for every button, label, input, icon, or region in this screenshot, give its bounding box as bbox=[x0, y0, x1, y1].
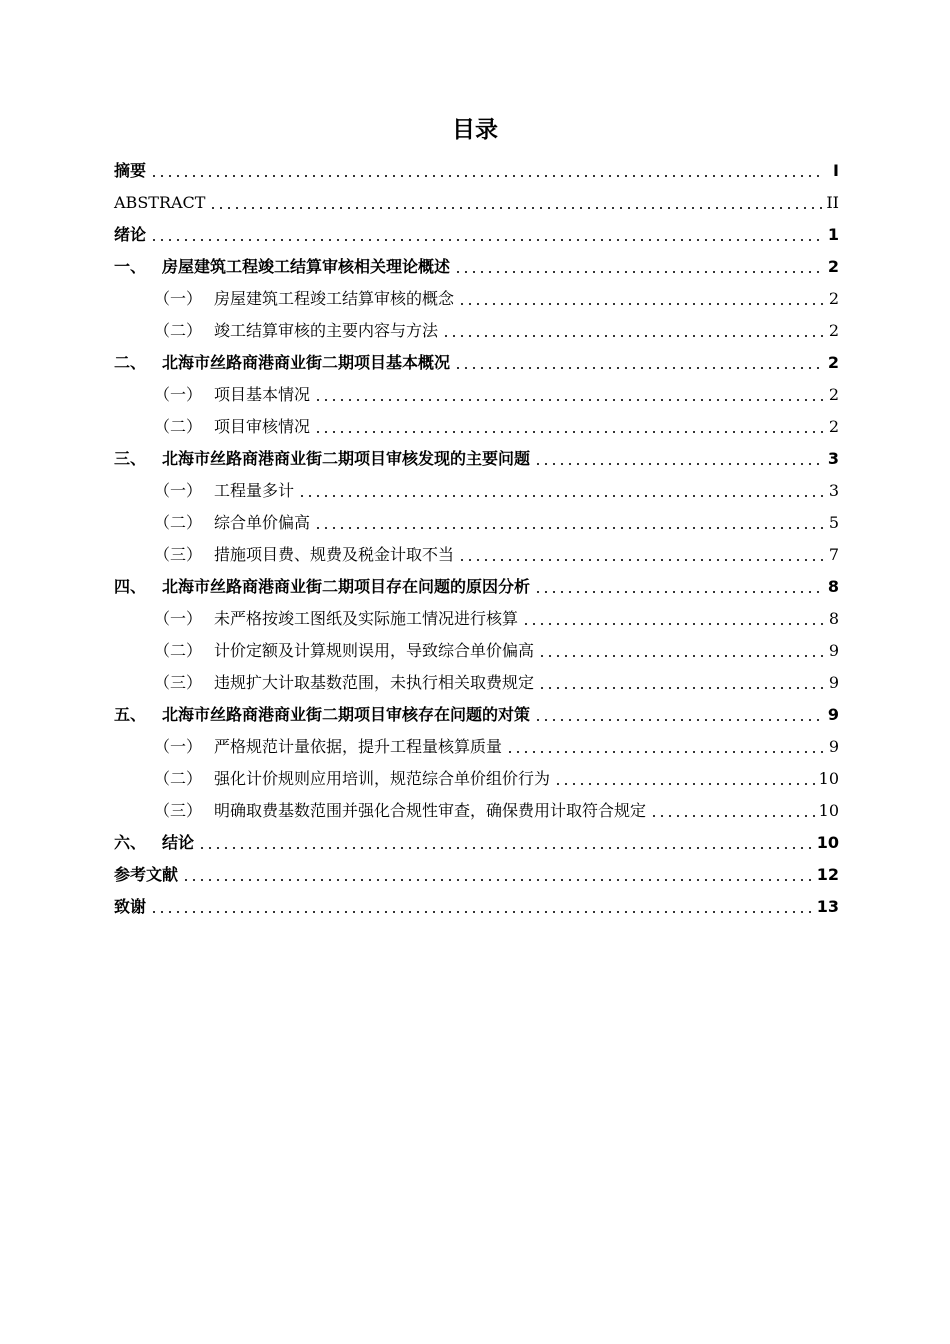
dot-leader bbox=[506, 751, 823, 753]
toc-entry-section-4-3[interactable] bbox=[114, 662, 839, 694]
toc-entry-page: 12 bbox=[816, 865, 839, 884]
toc-entry-label: 参考文献 bbox=[114, 865, 179, 884]
toc-entry-page: 13 bbox=[816, 897, 839, 916]
toc-entry-page: 2 bbox=[827, 353, 839, 372]
dot-leader bbox=[454, 367, 823, 369]
toc-entry-acknowledgements[interactable] bbox=[114, 886, 839, 918]
toc-entry-number: （二） bbox=[154, 641, 203, 660]
toc-entry-number: 五、 bbox=[114, 705, 147, 724]
toc-entry-page: 8 bbox=[827, 577, 839, 596]
dot-leader bbox=[454, 271, 823, 273]
toc-entry-section-2-2[interactable] bbox=[114, 406, 839, 438]
toc-entry-label: 北海市丝路商港商业街二期项目审核发现的主要问题 bbox=[162, 449, 531, 468]
toc-entry-section-4-2[interactable] bbox=[114, 630, 839, 662]
dot-leader bbox=[182, 879, 813, 881]
dot-leader bbox=[314, 431, 823, 433]
toc-entry-page: 2 bbox=[828, 289, 839, 308]
toc-entry-label: 严格规范计量依据，提升工程量核算质量 bbox=[214, 737, 503, 756]
toc-entry-section-4-1[interactable] bbox=[114, 598, 839, 630]
toc-entry-number: 六、 bbox=[114, 833, 147, 852]
toc-entry-page: 8 bbox=[828, 609, 839, 628]
toc-entry-page: 5 bbox=[828, 513, 839, 532]
toc-entry-page: II bbox=[826, 193, 839, 212]
toc-entry-label: 明确取费基数范围并强化合规性审查，确保费用计取符合规定 bbox=[214, 801, 647, 820]
dot-leader bbox=[522, 623, 823, 625]
dot-leader bbox=[534, 463, 823, 465]
toc-entry-label: 房屋建筑工程竣工结算审核的概念 bbox=[214, 289, 455, 308]
toc-entry-page: 9 bbox=[828, 737, 839, 756]
toc-entry-section-5-1[interactable] bbox=[114, 726, 839, 758]
dot-leader bbox=[538, 655, 823, 657]
toc-entry-chapter-2[interactable] bbox=[114, 342, 839, 374]
toc-entry-label: 未严格按竣工图纸及实际施工情况进行核算 bbox=[214, 609, 519, 628]
toc-entry-label: 北海市丝路商港商业街二期项目基本概况 bbox=[162, 353, 451, 372]
toc-entry-label: 北海市丝路商港商业街二期项目审核存在问题的对策 bbox=[162, 705, 531, 724]
toc-entry-page: 9 bbox=[828, 641, 839, 660]
toc-entry-number: （一） bbox=[154, 289, 203, 308]
dot-leader bbox=[442, 335, 823, 337]
toc-entry-page: 3 bbox=[827, 449, 839, 468]
dot-leader bbox=[458, 303, 823, 305]
toc-title: 目录 bbox=[452, 117, 498, 143]
toc-entry-page: 9 bbox=[828, 673, 839, 692]
toc-entry-label: 计价定额及计算规则误用，导致综合单价偏高 bbox=[214, 641, 535, 660]
toc-entry-section-1-1[interactable] bbox=[114, 278, 839, 310]
toc-entry-number: 四、 bbox=[114, 577, 147, 596]
dot-leader bbox=[314, 399, 823, 401]
toc-entry-page: 1 bbox=[827, 225, 839, 244]
toc-entry-abstract-cn[interactable] bbox=[114, 150, 839, 182]
toc-entry-chapter-6[interactable] bbox=[114, 822, 839, 854]
toc-entry-introduction[interactable] bbox=[114, 214, 839, 246]
toc-entry-number: （二） bbox=[154, 417, 203, 436]
toc-entry-section-2-1[interactable] bbox=[114, 374, 839, 406]
toc-entry-page: 10 bbox=[818, 801, 839, 820]
toc-entry-label: 项目审核情况 bbox=[214, 417, 311, 436]
toc-entry-number: （一） bbox=[154, 737, 203, 756]
toc-entry-page: 10 bbox=[816, 833, 839, 852]
toc-entry-references[interactable] bbox=[114, 854, 839, 886]
toc-entry-number: （二） bbox=[154, 769, 203, 788]
toc-entry-label: 北海市丝路商港商业街二期项目存在问题的原因分析 bbox=[162, 577, 531, 596]
toc-entry-label: 竣工结算审核的主要内容与方法 bbox=[214, 321, 439, 340]
toc-entry-label: 摘要 bbox=[114, 161, 147, 180]
dot-leader bbox=[298, 495, 823, 497]
toc-entry-page: I bbox=[833, 161, 839, 180]
toc-entry-label: 结论 bbox=[162, 833, 195, 852]
toc-entry-chapter-4[interactable] bbox=[114, 566, 839, 598]
dot-leader bbox=[150, 175, 823, 177]
dot-leader bbox=[150, 911, 813, 913]
toc-entry-section-3-1[interactable] bbox=[114, 470, 839, 502]
toc-entry-label: 强化计价规则应用培训，规范综合单价组价行为 bbox=[214, 769, 551, 788]
toc-entry-label: 致谢 bbox=[114, 897, 147, 916]
toc-entry-chapter-5[interactable] bbox=[114, 694, 839, 726]
toc-entry-number: （一） bbox=[154, 481, 203, 500]
toc-entry-label: 绪论 bbox=[114, 225, 147, 244]
toc-entry-label: ABSTRACT bbox=[114, 193, 206, 212]
toc-entry-number: （三） bbox=[154, 673, 203, 692]
toc-entry-page: 10 bbox=[818, 769, 839, 788]
toc-entry-number: （一） bbox=[154, 609, 203, 628]
toc-entry-number: 一、 bbox=[114, 257, 147, 276]
toc-entry-label: 综合单价偏高 bbox=[214, 513, 311, 532]
toc-entry-section-3-3[interactable] bbox=[114, 534, 839, 566]
toc-entry-page: 2 bbox=[828, 417, 839, 436]
toc-entry-section-1-2[interactable] bbox=[114, 310, 839, 342]
toc-entry-number: 二、 bbox=[114, 353, 147, 372]
toc-entry-number: （三） bbox=[154, 545, 203, 564]
toc-entry-number: （三） bbox=[154, 801, 203, 820]
toc-entry-page: 2 bbox=[827, 257, 839, 276]
dot-leader bbox=[198, 847, 813, 849]
toc-entry-page: 2 bbox=[828, 321, 839, 340]
toc-entry-page: 2 bbox=[828, 385, 839, 404]
toc-entry-label: 违规扩大计取基数范围，未执行相关取费规定 bbox=[214, 673, 535, 692]
dot-leader bbox=[650, 815, 815, 817]
dot-leader bbox=[538, 687, 823, 689]
toc-entry-abstract-en[interactable] bbox=[114, 182, 839, 214]
toc-entry-page: 7 bbox=[828, 545, 839, 564]
toc-entry-page: 3 bbox=[828, 481, 839, 500]
table-of-contents bbox=[114, 150, 839, 918]
toc-entry-page: 9 bbox=[827, 705, 839, 724]
toc-entry-number: （二） bbox=[154, 513, 203, 532]
toc-entry-label: 措施项目费、规费及税金计取不当 bbox=[214, 545, 455, 564]
toc-entry-section-3-2[interactable] bbox=[114, 502, 839, 534]
dot-leader bbox=[209, 207, 822, 209]
toc-entry-number: （二） bbox=[154, 321, 203, 340]
toc-entry-label: 项目基本情况 bbox=[214, 385, 311, 404]
dot-leader bbox=[458, 559, 823, 561]
toc-entry-number: 三、 bbox=[114, 449, 147, 468]
toc-entry-section-5-3[interactable] bbox=[114, 790, 839, 822]
dot-leader bbox=[534, 591, 823, 593]
dot-leader bbox=[534, 719, 823, 721]
dot-leader bbox=[554, 783, 815, 785]
toc-entry-chapter-1[interactable] bbox=[114, 246, 839, 278]
toc-entry-number: （一） bbox=[154, 385, 203, 404]
toc-entry-section-5-2[interactable] bbox=[114, 758, 839, 790]
toc-entry-label: 工程量多计 bbox=[214, 481, 295, 500]
toc-entry-chapter-3[interactable] bbox=[114, 438, 839, 470]
dot-leader bbox=[150, 239, 823, 241]
toc-entry-label: 房屋建筑工程竣工结算审核相关理论概述 bbox=[162, 257, 451, 276]
dot-leader bbox=[314, 527, 823, 529]
